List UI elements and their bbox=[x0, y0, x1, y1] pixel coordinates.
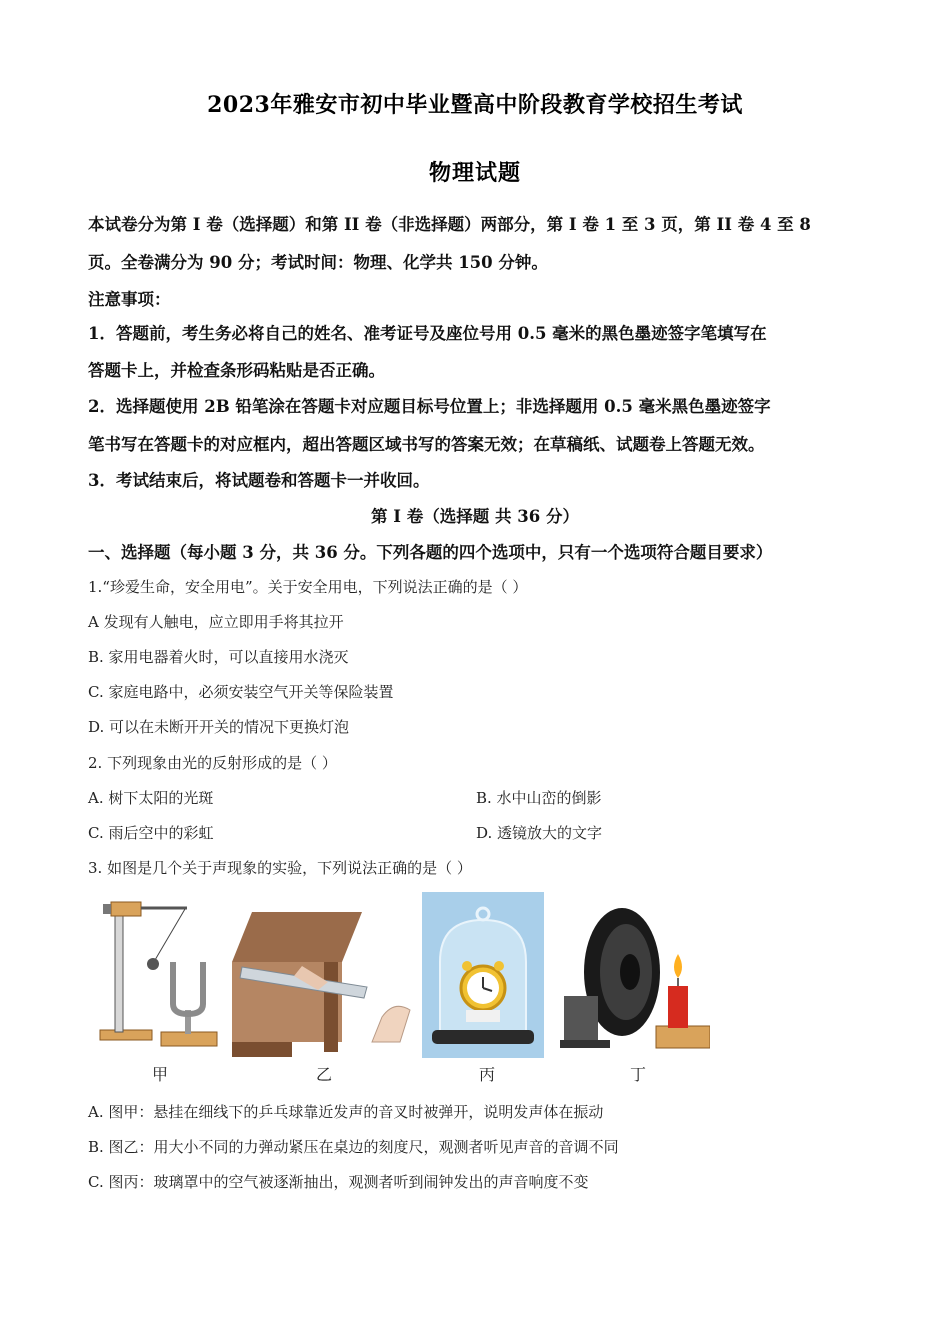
q3-option-a: A. 图甲：悬挂在细线下的乒乓球靠近发声的音叉时被弹开，说明发声体在振动 bbox=[88, 1103, 604, 1121]
q2-stem: 2. 下列现象由光的反射形成的是（ ） bbox=[88, 754, 337, 772]
q1-option-a: A 发现有人触电，应立即用手将其拉开 bbox=[88, 613, 344, 631]
note-2-line-1: 2．选择题使用 2B 铅笔涂在答题卡对应题目标号位置上；非选择题用 0.5 毫米黑色墨迹签字 bbox=[88, 397, 771, 416]
speaker-candle-figure bbox=[560, 892, 710, 1057]
q2-option-a: A. 树下太阳的光斑 bbox=[88, 789, 214, 807]
note-1-line-2: 答题卡上，并检查条形码粘贴是否正确。 bbox=[88, 361, 385, 380]
note-3: 3．考试结束后，将试题卷和答题卡一并收回。 bbox=[88, 471, 430, 490]
figure-caption-ding: 丁 bbox=[630, 1065, 647, 1084]
notes-heading: 注意事项： bbox=[88, 290, 171, 309]
q3-stem: 3. 如图是几个关于声现象的实验，下列说法正确的是（ ） bbox=[88, 859, 472, 877]
section-heading: 一、选择题（每小题 3 分，共 36 分。下列各题的四个选项中，只有一个选项符合题目要求） bbox=[88, 543, 773, 562]
q3-option-b: B. 图乙：用大小不同的力弹动紧压在桌边的刻度尺，观测者听见声音的音调不同 bbox=[88, 1138, 619, 1156]
q3-option-c: C. 图丙：玻璃罩中的空气被逐渐抽出，观测者听到闹钟发出的声音响度不变 bbox=[88, 1173, 589, 1191]
intro-line-2: 页。全卷满分为 90 分；考试时间：物理、化学共 150 分钟。 bbox=[88, 253, 548, 272]
q1-stem: 1.“珍爱生命，安全用电”。关于安全用电，下列说法正确的是（ ） bbox=[88, 578, 528, 596]
q1-option-d: D. 可以在未断开开关的情况下更换灯泡 bbox=[88, 718, 350, 736]
figure-caption-jia: 甲 bbox=[152, 1065, 169, 1084]
exam-subtitle: 物理试题 bbox=[428, 160, 521, 186]
note-2-line-2: 笔书写在答题卡的对应框内，超出答题区域书写的答案无效；在草稿纸、试题卷上答题无效。 bbox=[88, 435, 765, 454]
tuning-fork-pendulum-figure bbox=[95, 892, 225, 1057]
note-1-line-1: 1．答题前，考生务必将自己的姓名、准考证号及座位号用 0.5 毫米的黑色墨迹签字笔填写在 bbox=[88, 324, 767, 343]
q2-option-c: C. 雨后空中的彩虹 bbox=[88, 824, 214, 842]
q1-option-c: C. 家庭电路中，必须安装空气开关等保险装置 bbox=[88, 683, 394, 701]
exam-title: 2023年雅安市初中毕业暨高中阶段教育学校招生考试 bbox=[207, 92, 743, 118]
q1-option-b: B. 家用电器着火时，可以直接用水浇灭 bbox=[88, 648, 349, 666]
figure-caption-yi: 乙 bbox=[316, 1065, 333, 1084]
ruler-on-table-figure bbox=[232, 892, 422, 1057]
figure-caption-bing: 丙 bbox=[479, 1065, 496, 1084]
part-one-title: 第 I 卷（选择题 共 36 分） bbox=[371, 507, 579, 526]
q2-option-d: D. 透镜放大的文字 bbox=[476, 824, 603, 842]
bell-jar-clock-figure bbox=[422, 892, 544, 1058]
intro-line-1: 本试卷分为第 I 卷（选择题）和第 II 卷（非选择题）两部分，第 I 卷 1 至 3 页，第 II 卷 4 至 8 bbox=[88, 215, 811, 234]
q2-option-b: B. 水中山峦的倒影 bbox=[476, 789, 602, 807]
